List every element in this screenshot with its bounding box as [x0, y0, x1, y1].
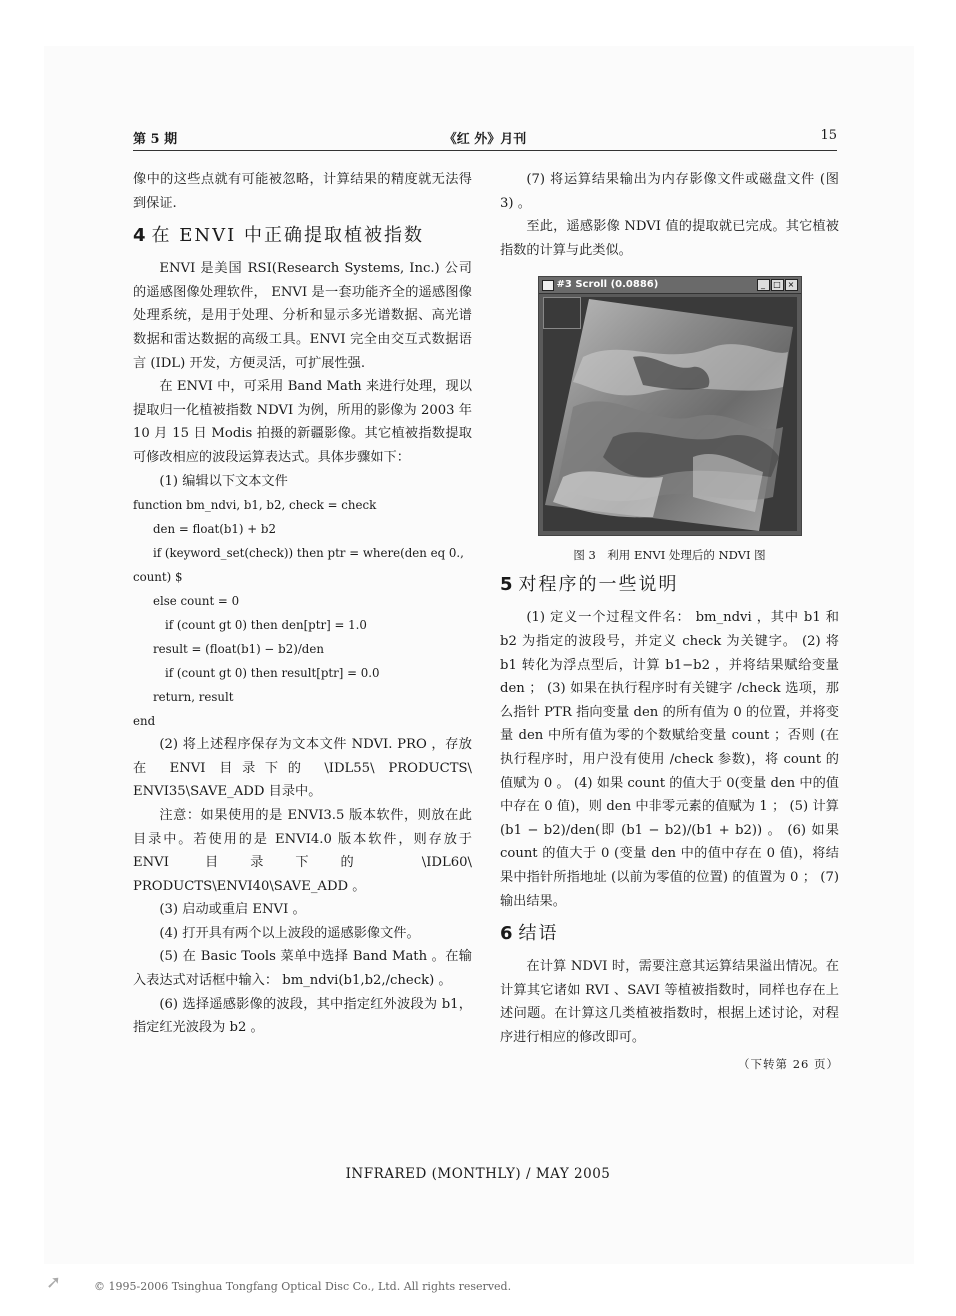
code-line: result = (float(b1) − b2)/den: [153, 642, 324, 657]
left-column: [133, 168, 472, 1040]
section-4-heading: [133, 221, 472, 251]
copyright-line: © 1995-2006 Tsinghua Tongfang Optical Disc Co., Ltd. All rights reserved.: [94, 1280, 512, 1293]
step-7: (7) 将运算结果输出为内存影像文件或磁盘文件 (图 3) 。: [500, 172, 839, 211]
right-column: [500, 168, 839, 1077]
paragraph: 在计算 NDVI 时，需要注意其运算结果溢出情况。在计算其它诸如 RVI 、SAVI 等植被指数时，同样也存在上述问题。在计算这几类植被指数时，根据上述讨论，对程序进行相应的修改即可。: [500, 959, 839, 1045]
section-6-heading: [500, 919, 839, 949]
step-3: (3) 启动或重启 ENVI 。: [159, 902, 306, 918]
step-2: (2) 将上述程序保存为文本文件 NDVI. PRO ，存放在 ENVI 目录下的 \IDL55\ PRODUCTS\ ENVI35\SAVE_ADD 目录中。: [133, 737, 472, 800]
scroll-box: [543, 297, 581, 329]
issue-label: 第 5 期: [133, 132, 178, 147]
code-line: count) $: [133, 570, 183, 585]
running-footer: INFRARED (MONTHLY) / MAY 2005: [345, 1166, 611, 1182]
step-5: (5) 在 Basic Tools 菜单中选择 Band Math 。在输入表达式对话框中输入： bm_ndvi(b1,b2,/check) 。: [133, 949, 472, 989]
maximize-icon: □: [771, 279, 784, 291]
paragraph: 在 ENVI 中，可采用 Band Math 来进行处理，现以提取归一化植被指数 NDVI 为例，所用的影像为 2003 年 10 月 15 日 Modis 拍摄的新疆影像。其它植被指数提取可修改相应的波段运算表达式。具体步骤如下：: [133, 379, 472, 465]
paragraph: 至此，遥感影像 NDVI 值的提取就已完成。其它植被指数的计算与此类似。: [500, 219, 839, 258]
code-line: end: [133, 714, 156, 729]
code-line: if (count gt 0) then result[ptr] = 0.0: [165, 666, 380, 681]
code-block: [133, 493, 472, 733]
header-rule: [133, 150, 837, 151]
section-number: 6: [500, 923, 513, 945]
section-title: 结语: [518, 923, 559, 945]
code-line: function bm_ndvi, b1, b2, check = check: [133, 498, 377, 513]
code-line: else count = 0: [153, 594, 240, 609]
continued-note: （下转第 26 页）: [738, 1057, 839, 1072]
ndvi-satellite-image: [543, 297, 797, 531]
code-line: if (keyword_set(check)) then ptr = where(den eq 0.,: [153, 546, 464, 561]
close-icon: ×: [785, 279, 798, 291]
minimize-icon: _: [757, 279, 770, 291]
ndvi-figure-window: [538, 276, 802, 536]
code-line: den = float(b1) + b2: [153, 522, 276, 537]
figure-caption: 图 3 利用 ENVI 处理后的 NDVI 图: [573, 548, 766, 563]
journal-title: 《红 外》月刊: [443, 132, 527, 147]
code-line: return, result: [153, 690, 234, 705]
window-title: #3 Scroll (0.0886): [556, 279, 659, 291]
running-header: [133, 128, 837, 148]
window-title-bar: [539, 277, 801, 294]
step-6: (6) 选择遥感影像的波段，其中指定红外波段为 b1，指定红光波段为 b2 。: [133, 996, 472, 1036]
paragraph: (1) 定义一个过程文件名： bm_ndvi ，其中 b1 和 b2 为指定的波段号，并定义 check 为关键字。 (2) 将 b1 转化为浮点型后，计算 b1−b2 ，并将结果赋给变量 den ； (3) 如果在执行程序时有关键字 /check 选项，那么指针 PTR 指向变量 den 的所有值为 0 的位置，并将变量 den 中所有值为零的个数赋给变量 count ；否则 (在执行程序时，用户没有使用 /check 参数)，将 count 的值赋为 0 。 (4) 如果 count 的值大于 0(变量 den 中的值中存在 0 值)，则 den 中非零元素的值赋为 1 ； (5) 计算 (b1 − b2)/den(即 (b1 − b2)/(b1 + b2)) 。 (6) 如果 count 的值大于 0 (变量 den 中的值中存在 0 值)，将结果中指针所指地址 (以前为零值的位置) 的值置为 0 ； (7) 输出结果。: [500, 610, 839, 909]
section-5-heading: [500, 570, 839, 600]
window-controls: [757, 279, 798, 291]
cnki-logo-icon: ➚: [46, 1272, 62, 1293]
section-number: 4: [133, 225, 146, 247]
note-paragraph: 注意：如果使用的是 ENVI3.5 版本软件，则放在此目录中。若使用的是 ENVI4.0 版本软件，则存放于 ENVI 目录下的 \IDL60\ PRODUCTS\ENVI40\SAVE_ADD 。: [133, 807, 472, 894]
section-title: 对程序的一些说明: [518, 574, 679, 596]
code-line: if (count gt 0) then den[ptr] = 1.0: [165, 618, 367, 633]
section-number: 5: [500, 574, 513, 596]
window-icon: [542, 280, 554, 291]
step-4: (4) 打开具有两个以上波段的遥感影像文件。: [159, 925, 420, 941]
paragraph: ENVI 是美国 RSI(Research Systems, Inc.) 公司的遥感图像处理软件， ENVI 是一套功能齐全的遥感图像处理系统，是用于处理、分析和显示多光谱数据、高光谱数据和雷达数据的高级工具。ENVI 完全由交互式数据语言 (IDL) 开发，方便灵活，可扩展性强.: [133, 261, 472, 371]
paragraph-continued: 像中的这些点就有可能被忽略，计算结果的精度就无法得到保证.: [133, 172, 472, 211]
section-title: 在 ENVI 中正确提取植被指数: [151, 225, 424, 247]
ndvi-image: [543, 297, 797, 531]
page-number: 15: [820, 128, 837, 143]
step-1: (1) 编辑以下文本文件: [159, 473, 288, 489]
